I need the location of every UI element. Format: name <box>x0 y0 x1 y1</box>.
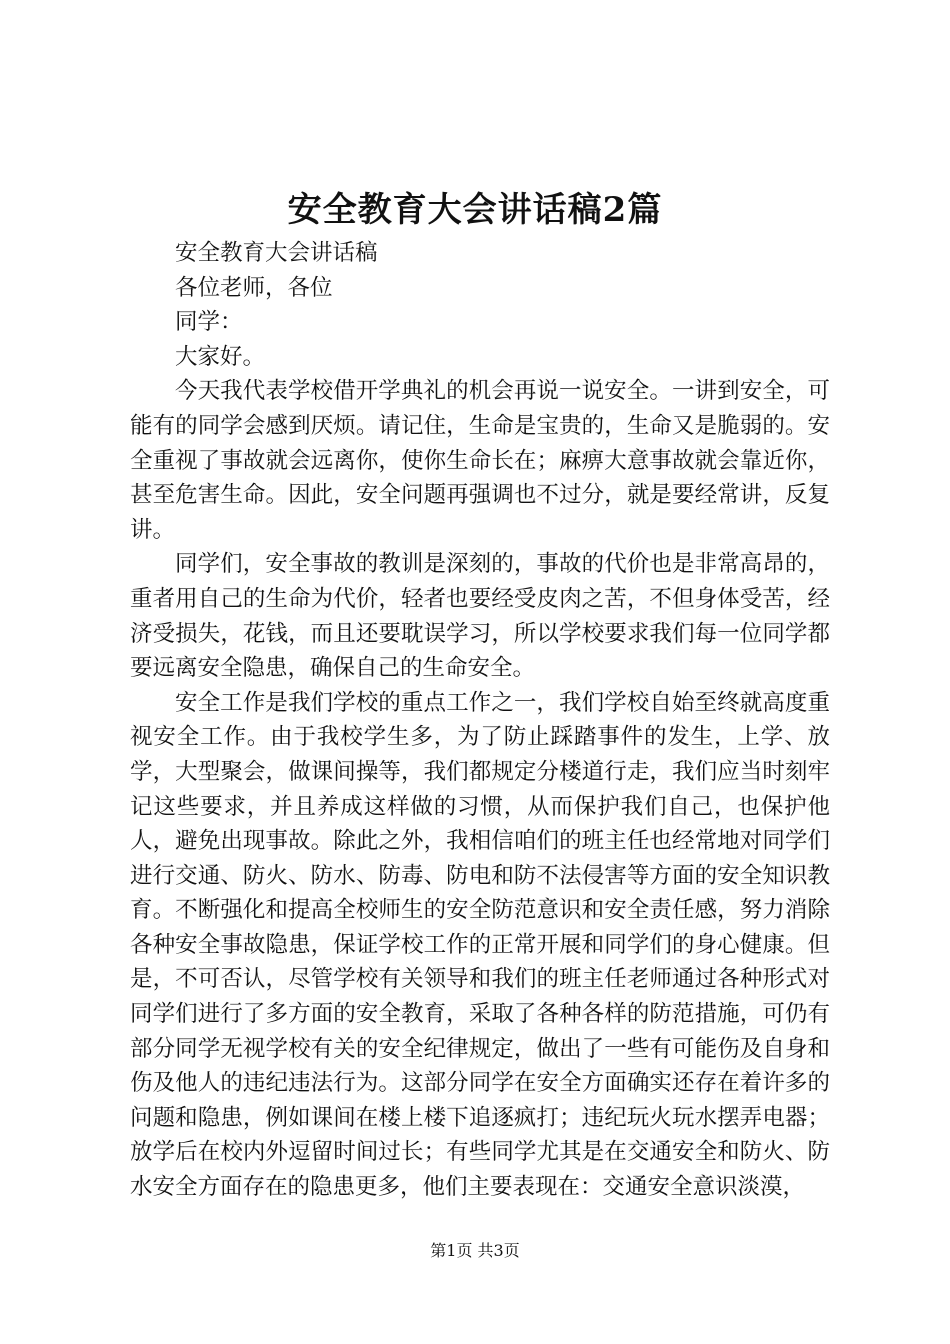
paragraph-body: 安全工作是我们学校的重点工作之一，我们学校自始至终就高度重视安全工作。由于我校学生多，为了防止踩踏事件的发生，上学、放学，大型聚会，做课间操等，我们都规定分楼道行走，我们应当时刻牢记这些要求，并且养成这样做的习惯，从而保护我们自己，也保护他人，避免出现事故。除此之外，我相信咱们的班主任也经常地对同学们进行交通、防火、防水、防毒、防电和防不法侵害等方面的安全知识教育。不断强化和提高全校师生的安全防范意识和安全责任感，努力消除各种安全事故隐患，保证学校工作的正常开展和同学们的身心健康。但是，不可否认，尽管学校有关领导和我们的班主任老师通过各种形式对同学们进行了多方面的安全教育，采取了各种各样的防范措施，可仍有部分同学无视学校有关的安全纪律规定，做出了一些有可能伤及自身和伤及他人的违纪违法行为。这部分同学在安全方面确实还存在着许多的问题和隐患，例如课间在楼上楼下追逐疯打；违纪玩火玩水摆弄电器；放学后在校内外逗留时间过长；有些同学尤其是在交通安全和防火、防水安全方面存在的隐患更多，他们主要表现在：交通安全意识淡漠， <box>130 689 830 1201</box>
paragraph-greeting: 大家好。 <box>175 343 266 370</box>
paragraph-body: 今天我代表学校借开学典礼的机会再说一说安全。一讲到安全，可能有的同学会感到厌烦。请记住，生命是宝贵的，生命又是脆弱的。安全重视了事故就会远离你，使你生命长在；麻痹大意事故就会靠近你，甚至危害生命。因此，安全问题再强调也不过分，就是要经常讲，反复讲。 <box>130 378 830 543</box>
paragraph-salutation: 各位老师，各位 <box>175 274 333 301</box>
paragraph-body: 同学们，安全事故的教训是深刻的，事故的代价也是非常高昂的，重者用自己的生命为代价，轻者也要经受皮肉之苦，不但身体受苦，经济受损失，花钱，而且还要耽误学习，所以学校要求我们每一位同学都要远离安全隐患，确保自己的生命安全。 <box>130 551 830 682</box>
page-footer: 第1页 共3页 <box>430 1241 520 1260</box>
document-title: 安全教育大会讲话稿2篇 <box>287 190 663 230</box>
paragraph-salutation-cont: 同学： <box>175 309 243 336</box>
paragraph-subtitle: 安全教育大会讲话稿 <box>175 240 378 266</box>
document-body <box>130 236 830 1205</box>
